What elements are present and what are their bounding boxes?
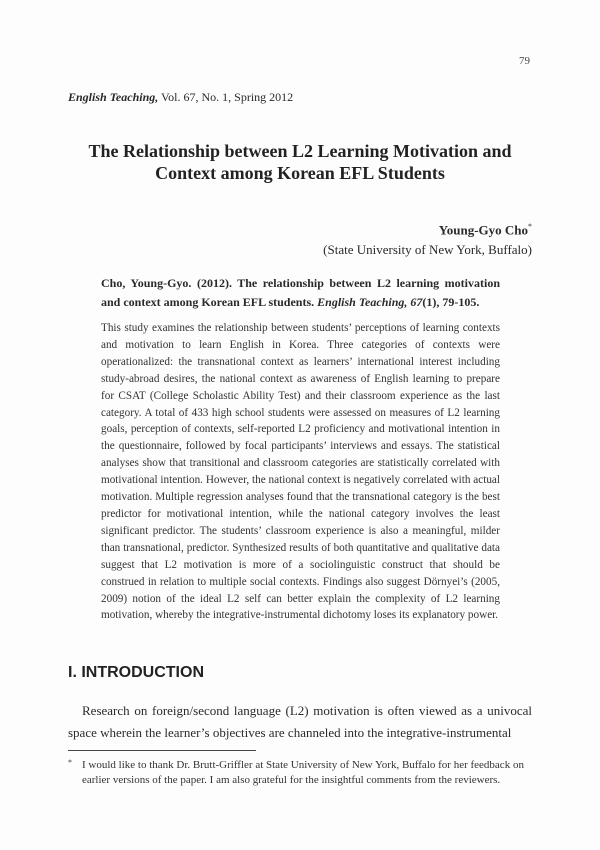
footnote-mark: *	[68, 758, 72, 767]
intro-paragraph: Research on foreign/second language (L2) motivation is often viewed as a univocal space wherein the learner’s objectives are channeled into the integrative-instrumental	[68, 703, 532, 740]
author-name: Young-Gyo Cho	[438, 222, 528, 238]
author-footnote-mark: *	[528, 222, 532, 231]
title-line-1: The Relationship between L2 Learning Motivation and	[88, 141, 512, 161]
footnote-text: I would like to thank Dr. Brutt-Griffler at State University of New York, Buffalo for her feedback on earlier versions of the paper. I am also grateful for the insightful comments from the reviewers.	[82, 759, 524, 786]
author-block	[323, 217, 532, 260]
footnote	[68, 758, 532, 787]
paper-title	[60, 140, 540, 184]
journal-name: English Teaching,	[68, 90, 159, 104]
journal-details: Vol. 67, No. 1, Spring 2012	[158, 90, 294, 104]
journal-header	[68, 90, 293, 105]
citation-issue: (1), 79-105.	[422, 295, 480, 309]
title-line-2: Context among Korean EFL Students	[155, 163, 445, 183]
citation	[101, 274, 500, 312]
page-number: 79	[519, 55, 530, 67]
section-heading: I. INTRODUCTION	[68, 664, 204, 681]
footnote-divider	[68, 750, 256, 751]
author-affiliation: (State University of New York, Buffalo)	[323, 242, 532, 258]
abstract: This study examines the relationship between students’ perceptions of learning contexts and motivation to learn English in Korea. Three categories of contexts were operationalized: the transnational context as learners’ international interest including study-abroad desires, the national context as awareness of English learning to prepare for CSAT (College Scholastic Ability Test) and their classroom experience as the last category. A total of 433 high school students were assessed on measures of L2 learning goals, perception of contexts, self-reported L2 proficiency and motivational intention in the questionnaire, followed by focal participants’ interviews and essays. The statistical analyses show that transitional and classroom categories are statistically correlated with motivational intention. However, the national context is negatively correlated with actual motivation. Multiple regression analyses found that the transnational category is the best predictor for motivational intention, while the national category involves the least significant predictor. The students’ classroom experience is also a meaningful, milder than transnational, predictor. Synthesized results of both quantitative and qualitative data suggest that L2 motivation is more of a sociolinguistic construct that should be construed in relation to multiple social contexts. Findings also suggest Dörnyei’s (2005, 2009) notion of the ideal L2 self can better explain the complexity of L2 learning motivation, whereby the integrative-instrumental dichotomy loses its explanatory power.	[101, 322, 500, 622]
citation-text: Cho, Young-Gyo. (2012). The relationship between L2 learning motivation and context among Korean EFL students.	[101, 276, 500, 309]
citation-journal: English Teaching, 67	[317, 295, 423, 309]
